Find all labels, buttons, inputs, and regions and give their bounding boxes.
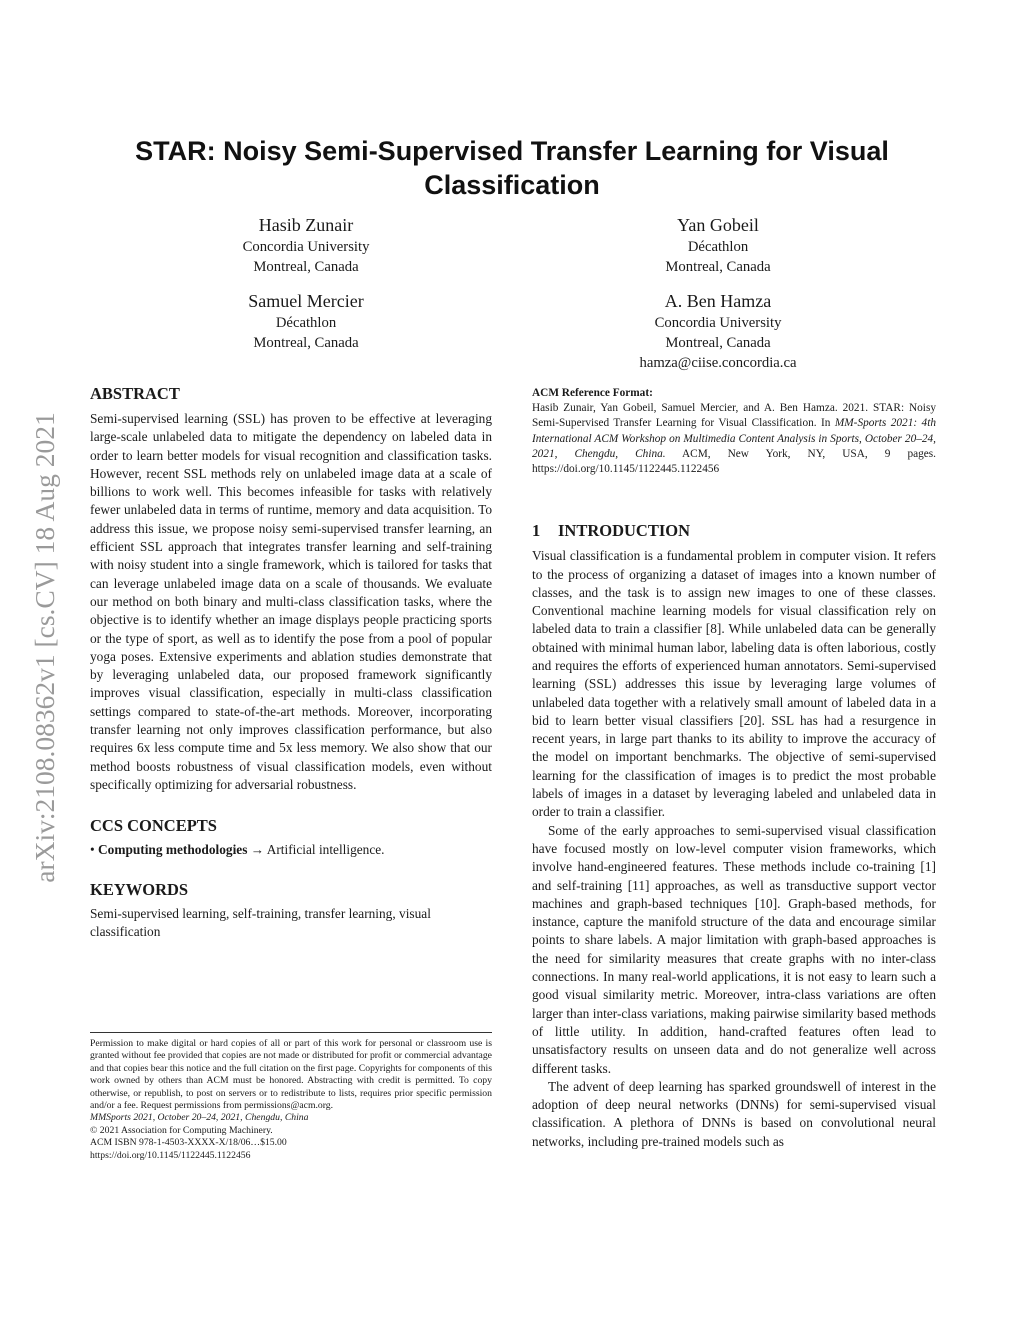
author-affiliation: Concordia University bbox=[242, 239, 370, 255]
paper-title: STAR: Noisy Semi-Supervised Transfer Learning for Visual Classification bbox=[135, 136, 889, 200]
arxiv-id: arXiv:2108.08362v1 [cs.CV] 18 Aug 2021 bbox=[29, 412, 60, 883]
ccs-concepts bbox=[90, 841, 492, 859]
intro-paragraph-3: The advent of deep learning has sparked groundswell of interest in the adoption of deep neural networks (DNNs) for semi-supervised visual classification. A plethora of DNNs is based on convolutional neural networks, including pre-trained models such as bbox=[532, 1078, 936, 1149]
intro-heading bbox=[532, 521, 936, 541]
acm-reference bbox=[532, 386, 936, 477]
author-affiliation: Décathlon bbox=[687, 239, 749, 255]
author-location: Montreal, Canada bbox=[253, 335, 359, 351]
keywords-text: Semi-supervised learning, self-training, transfer learning, visual classification bbox=[90, 905, 431, 939]
author-name: A. Ben Hamza bbox=[664, 291, 772, 311]
right-column bbox=[532, 386, 936, 1151]
ccs-concept: Computing methodologies bbox=[98, 842, 248, 858]
author-affiliation: Concordia University bbox=[654, 315, 782, 331]
author-name: Yan Gobeil bbox=[677, 215, 759, 235]
arxiv-stamp bbox=[30, 350, 60, 945]
permission-footnote bbox=[90, 1032, 492, 1162]
author-block-1 bbox=[126, 213, 486, 277]
ccs-sub: Artificial intelligence. bbox=[266, 842, 385, 858]
author-block-3 bbox=[126, 289, 486, 353]
acm-ref-text bbox=[532, 401, 936, 477]
author-block-4 bbox=[538, 289, 898, 373]
acm-ref-part2: ACM, New York, NY, USA, 9 pages. https://doi.org/10.1145/1122445.1122456 bbox=[532, 447, 936, 476]
ccs-arrow: → bbox=[250, 842, 265, 858]
venue-line: MMSports 2021, October 20–24, 2021, Chengdu, China bbox=[90, 1112, 309, 1124]
acm-ref-part1: Hasib Zunair, Yan Gobeil, Samuel Mercier, and A. Ben Hamza. 2021. STAR: Noisy Semi-Supervised Transfer Learning for Visual Classification. In bbox=[532, 402, 936, 430]
ccs-bullet: • bbox=[90, 842, 95, 858]
section-title: INTRODUCTION bbox=[558, 521, 691, 541]
keywords-heading: KEYWORDS bbox=[90, 879, 189, 899]
permission-text: Permission to make digital or hard copies of all or part of this work for personal or classroom use is granted without fee provided that copies are not made or distributed for profit or commercial advantage and that copies bear this notice and the full citation on the first page. Copyrights for components of this work owned by others than ACM must be honored. Abstracting with credit is permitted. To copy otherwise, or republish, to post on servers or to redistribute to lists, requires prior specific permission and/or a fee. Request permissions from permissions@acm.org. bbox=[90, 1038, 492, 1112]
acm-ref-heading: ACM Reference Format: bbox=[532, 387, 653, 399]
abstract-heading: ABSTRACT bbox=[90, 384, 180, 403]
intro-paragraph-1: Visual classification is a fundamental problem in computer vision. It refers to the process of organizing a dataset of images into a known number of classes, and the task is to assign new images to one of these classes. Conventional machine learning models for visual classification rely on labeled data to train a classifier [8]. While unlabeled data can be generally obtained with minimal human labor, labeling data is often laborious, costly and requires the efforts of experienced human annotators. Semi-supervised learning (SSL) addresses this issue by leveraging large volumes of unlabeled data together with a relatively small amount of labeled data in a bid to learn better visual classifiers [20]. SSL has had a resurgence in recent years, in large part thanks to its ability to improve the accuracy of the model on important benchmarks. The objective of semi-supervised learning for the classification of images is to predict the most probable labels of images in a dataset by leveraging labeled and unlabeled data in order to train a classifier. bbox=[532, 548, 936, 820]
author-email[interactable]: hamza@ciise.concordia.ca bbox=[639, 355, 797, 371]
isbn-line: ACM ISBN 978-1-4503-XXXX-X/18/06…$15.00 bbox=[90, 1137, 287, 1149]
author-location: Montreal, Canada bbox=[665, 259, 771, 275]
doi-link[interactable]: https://doi.org/10.1145/1122445.1122456 bbox=[90, 1149, 251, 1161]
author-name: Samuel Mercier bbox=[248, 291, 364, 311]
author-location: Montreal, Canada bbox=[253, 259, 359, 275]
author-affiliation: Décathlon bbox=[275, 315, 337, 331]
intro-paragraph-2: Some of the early approaches to semi-supervised visual classification have focused mostly on low-level computer vision frameworks, which involve hand-engineered features. These methods include co-training [1] and self-training [11] approaches, as well as transductive support vector machines and graph-based techniques [10]. Graph-based methods, for instance, capture the manifold structure of the data and encourage similar points to share labels. A major limitation with graph-based approaches is the need for similarity measures that create graphs with no inter-class connections. In many real-world applications, it is not easy to learn such a good visual similarity metric. Moreover, intra-class variations are often larger than inter-class variations, making pairwise similarity based methods of little utility. In addition, hand-crafted features often lead to unsatisfactory results on unseen data and do not generalize well across different tasks. bbox=[532, 822, 936, 1076]
author-block-2 bbox=[538, 213, 898, 277]
abstract-text: Semi-supervised learning (SSL) has proven to be effective at leveraging large-scale unlabeled data to mitigate the dependency on labeled data in order to learn better models for visual recognition and classification tasks. However, recent SSL methods rely on unlabeled image data at a scale of billions to work well. This becomes infeasible for tasks with relatively fewer unlabeled data in terms of runtime, memory and data acquisition. To address this issue, we propose noisy semi-supervised transfer learning, an efficient SSL approach that integrates transfer learning and self-training with noisy student into a single framework, which is tailored for tasks that can leverage unlabeled image data on a scale of thousands. We evaluate our method on both binary and multi-class classification tasks, where the objective is to identify whether an image displays people practicing sports or the type of sport, as well as to identify the pose from a pool of popular yoga poses. Extensive experiments and ablation studies demonstrate that by leveraging unlabeled data, our proposed framework significantly improves visual classification, especially in multi-class classification settings compared to state-of-the-art methods. Moreover, incorporating transfer learning not only improves classification performance, but also requires 6x less compute time and 5x less memory. We also show that our method boosts robustness of visual classification models, even without specifically optimizing for adversarial robustness. bbox=[90, 411, 492, 792]
copyright-line: © 2021 Association for Computing Machinery. bbox=[90, 1124, 273, 1136]
author-name: Hasib Zunair bbox=[258, 215, 354, 235]
ccs-heading: CCS CONCEPTS bbox=[90, 816, 217, 836]
section-number: 1 bbox=[532, 521, 541, 541]
left-column bbox=[90, 384, 492, 941]
acm-ref-venue: MM-Sports 2021: 4th International ACM Workshop on Multimedia Content Analysis in Sports, October 20–24, 2021, Chengdu, China. bbox=[532, 417, 936, 460]
author-location: Montreal, Canada bbox=[665, 335, 771, 351]
